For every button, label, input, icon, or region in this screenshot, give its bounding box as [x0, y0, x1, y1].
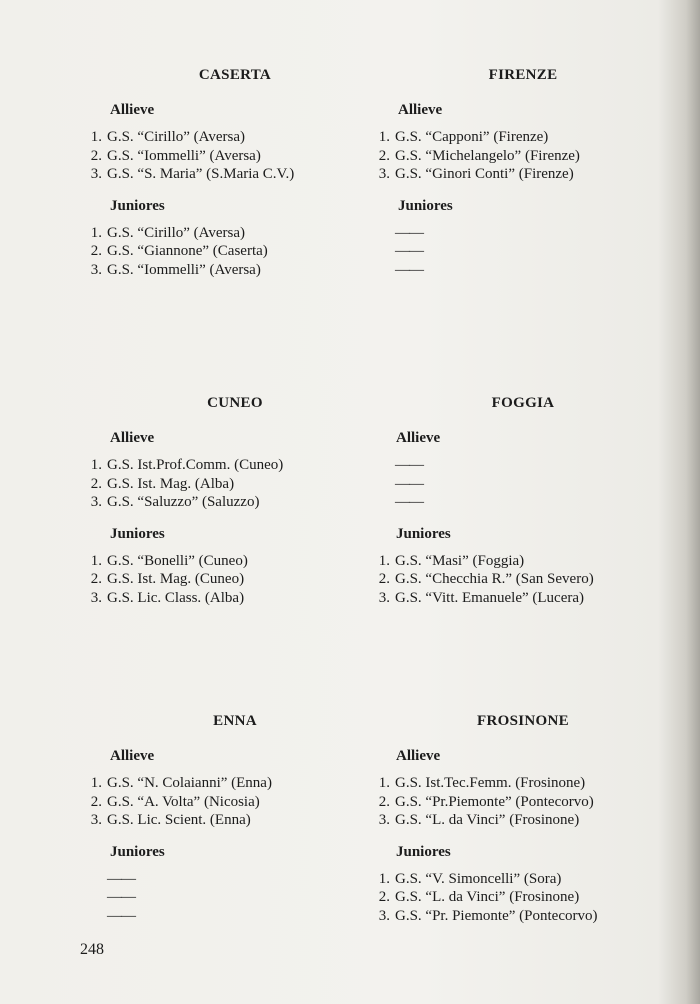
ranking-list [368, 552, 668, 608]
list-item: 1. G.S. “Cirillo” (Aversa) [90, 224, 246, 241]
category-heading: Juniores [110, 525, 165, 542]
city-heading: FROSINONE [477, 713, 569, 729]
list-item: 2. G.S. Ist. Mag. (Alba) [90, 475, 235, 492]
ranking-list [368, 456, 668, 512]
city-heading: FOGGIA [491, 395, 555, 411]
section-enna [80, 713, 380, 925]
list-item: 3. G.S. “Saluzzo” (Saluzzo) [90, 494, 260, 510]
list-item: —— [395, 224, 423, 241]
ranking-list [368, 128, 668, 184]
category-heading: Allieve [110, 430, 155, 446]
list-item: 2. G.S. “L. da Vinci” (Frosinone) [378, 889, 580, 905]
category-heading: Allieve [110, 102, 155, 118]
ranking-list [80, 224, 380, 280]
list-item: 1. G.S. “Cirillo” (Aversa) [90, 129, 246, 145]
list-item: 3. G.S. “L. da Vinci” (Frosinone) [378, 812, 580, 828]
list-item: 1. G.S. “V. Simoncelli” (Sora) [378, 870, 562, 887]
list-item: 3. G.S. “Iommelli” (Aversa) [90, 261, 261, 278]
ranking-list [368, 870, 668, 926]
list-item: 2. G.S. “Michelangelo” (Firenze) [378, 147, 580, 164]
category-heading: Allieve [396, 430, 441, 446]
category-heading: Juniores [398, 197, 453, 214]
ranking-list [80, 552, 380, 608]
list-item: 3. G.S. “S. Maria” (S.Maria C.V.) [90, 166, 295, 182]
list-item: 3. G.S. “Vitt. Emanuele” (Lucera) [378, 589, 585, 606]
section-cuneo [80, 395, 380, 607]
city-heading: ENNA [213, 713, 257, 729]
list-item: 3. G.S. Lic. Scient. (Enna) [90, 812, 251, 828]
list-item: —— [107, 889, 135, 905]
list-item: 2. G.S. Ist. Mag. (Cuneo) [90, 571, 245, 587]
list-item: 1. G.S. Ist.Tec.Femm. (Frosinone) [378, 775, 586, 791]
list-item: 2. G.S. “Iommelli” (Aversa) [90, 147, 261, 164]
list-item: —— [107, 870, 135, 887]
ranking-list [80, 456, 380, 512]
list-item: 2. G.S. “Giannone” (Caserta) [90, 243, 268, 259]
category-heading: Allieve [110, 748, 155, 764]
list-item: —— [395, 494, 423, 510]
list-item: 3. G.S. “Pr. Piemonte” (Pontecorvo) [378, 907, 598, 924]
category-heading: Juniores [396, 843, 451, 860]
list-item: —— [395, 243, 423, 259]
ranking-list [80, 870, 380, 926]
ranking-list [80, 128, 380, 184]
category-heading: Juniores [110, 843, 165, 860]
list-item: —— [107, 907, 135, 924]
ranking-list [368, 774, 668, 830]
list-item: —— [395, 475, 423, 492]
city-heading: CUNEO [207, 395, 263, 411]
city-heading: CASERTA [198, 67, 272, 83]
list-item: —— [395, 457, 423, 473]
list-item: 2. G.S. “Checchia R.” (San Severo) [378, 571, 594, 587]
list-item: 1. G.S. “N. Colaianni” (Enna) [90, 775, 272, 791]
category-heading: Allieve [396, 748, 441, 764]
section-frosinone [368, 713, 668, 925]
category-heading: Juniores [110, 197, 165, 214]
city-heading: FIRENZE [488, 67, 558, 83]
ranking-list [368, 224, 668, 280]
category-heading: Allieve [398, 102, 443, 118]
section-caserta [80, 67, 380, 279]
list-item: 3. G.S. Lic. Class. (Alba) [90, 589, 245, 606]
list-item: 1. G.S. “Masi” (Foggia) [378, 552, 525, 569]
list-item: 1. G.S. “Bonelli” (Cuneo) [90, 552, 248, 569]
category-heading: Juniores [396, 525, 451, 542]
list-item: 2. G.S. “A. Volta” (Nicosia) [90, 793, 260, 810]
list-item: 1. G.S. “Capponi” (Firenze) [378, 129, 549, 145]
ranking-list [80, 774, 380, 830]
list-item: 1. G.S. Ist.Prof.Comm. (Cuneo) [90, 457, 284, 473]
page-number: 248 [80, 941, 104, 958]
list-item: —— [395, 261, 423, 278]
section-foggia [368, 395, 668, 607]
list-item: 2. G.S. “Pr.Piemonte” (Pontecorvo) [378, 793, 594, 810]
section-firenze [368, 67, 668, 279]
list-item: 3. G.S. “Ginori Conti” (Firenze) [378, 166, 574, 182]
